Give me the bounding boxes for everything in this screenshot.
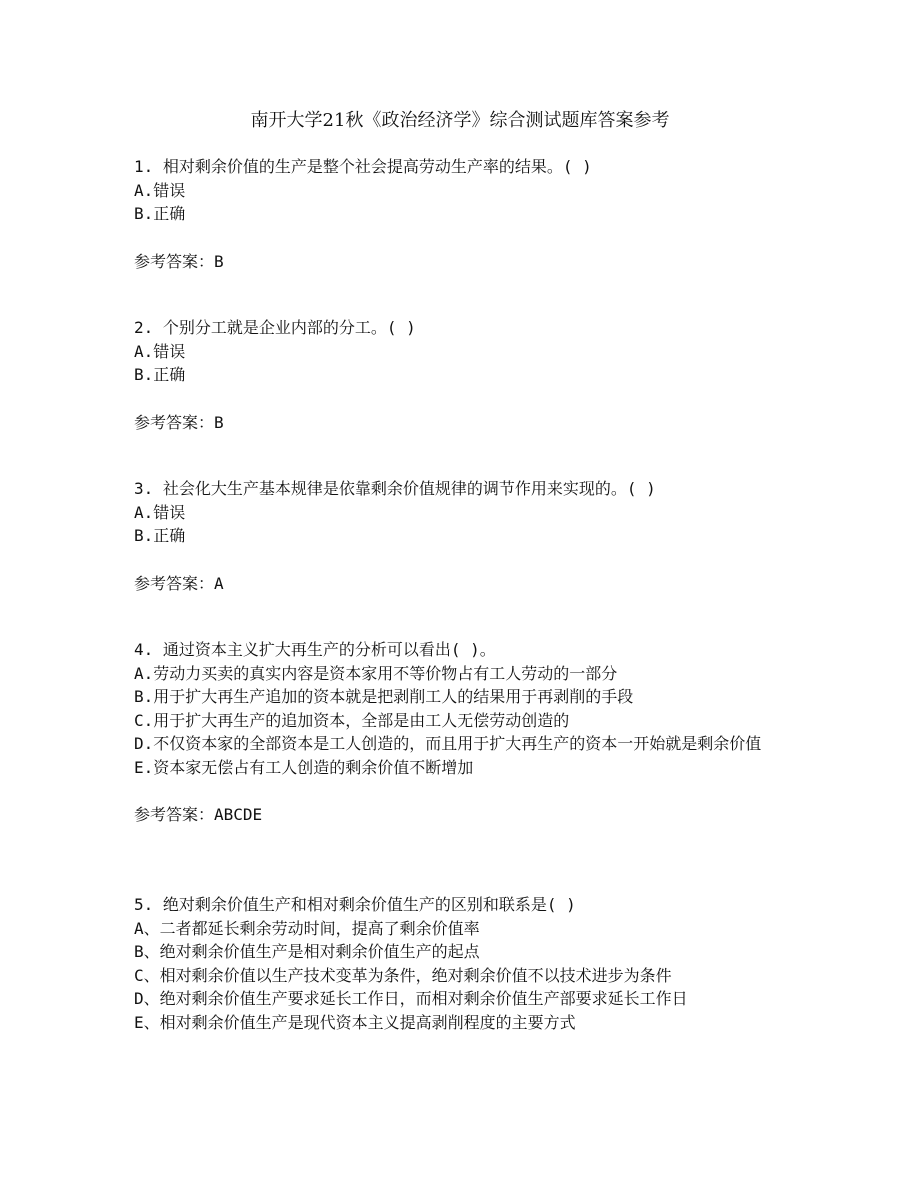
reference-answer: 参考答案：A — [134, 573, 224, 593]
question-block — [134, 893, 794, 1034]
reference-answer: 参考答案：B — [134, 251, 224, 271]
option-b: B.用于扩大再生产追加的资本就是把剥削工人的结果用于再剥削的手段 — [134, 687, 634, 706]
option-c: C、相对剩余价值以生产技术变革为条件，绝对剩余价值不以技术进步为条件 — [134, 965, 672, 985]
option-c: C.用于扩大再生产的追加资本，全部是由工人无偿劳动创造的 — [134, 710, 570, 730]
option-d: D、绝对剩余价值生产要求延长工作日，而相对剩余价值生产部要求延长工作日 — [134, 989, 688, 1008]
option-b: B.正确 — [134, 365, 186, 384]
option-b: B.正确 — [134, 204, 186, 223]
option-a: A.错误 — [134, 341, 186, 361]
option-e: E.资本家无偿占有工人创造的剩余价值不断增加 — [134, 757, 474, 777]
page-title: 南开大学21秋《政治经济学》综合测试题库答案参考 — [250, 110, 670, 131]
question-stem: 4. 通过资本主义扩大再生产的分析可以看出( )。 — [134, 640, 496, 659]
option-a: A、二者都延长剩余劳动时间，提高了剩余价值率 — [134, 918, 480, 938]
question-stem: 3. 社会化大生产基本规律是依靠剩余价值规律的调节作用来实现的。( ) — [134, 479, 656, 498]
option-a: A.错误 — [134, 502, 186, 522]
reference-answer: 参考答案：B — [134, 412, 224, 432]
question-stem: 5. 绝对剩余价值生产和相对剩余价值生产的区别和联系是( ) — [134, 895, 576, 914]
question-block — [134, 638, 794, 827]
option-a: A.错误 — [134, 180, 186, 200]
question-stem: 2. 个别分工就是企业内部的分工。( ) — [134, 318, 416, 337]
question-block — [134, 316, 794, 434]
question-stem: 1. 相对剩余价值的生产是整个社会提高劳动生产率的结果。( ) — [134, 157, 592, 176]
question-block — [134, 477, 794, 595]
option-b: B.正确 — [134, 526, 186, 545]
option-d: D.不仅资本家的全部资本是工人创造的，而且用于扩大再生产的资本一开始就是剩余价值 — [134, 734, 762, 753]
option-e: E、相对剩余价值生产是现代资本主义提高剥削程度的主要方式 — [134, 1012, 576, 1032]
option-b: B、绝对剩余价值生产是相对剩余价值生产的起点 — [134, 942, 480, 961]
question-block — [134, 155, 794, 273]
reference-answer: 参考答案：ABCDE — [134, 805, 263, 824]
option-a: A.劳动力买卖的真实内容是资本家用不等价物占有工人劳动的一部分 — [134, 663, 618, 683]
